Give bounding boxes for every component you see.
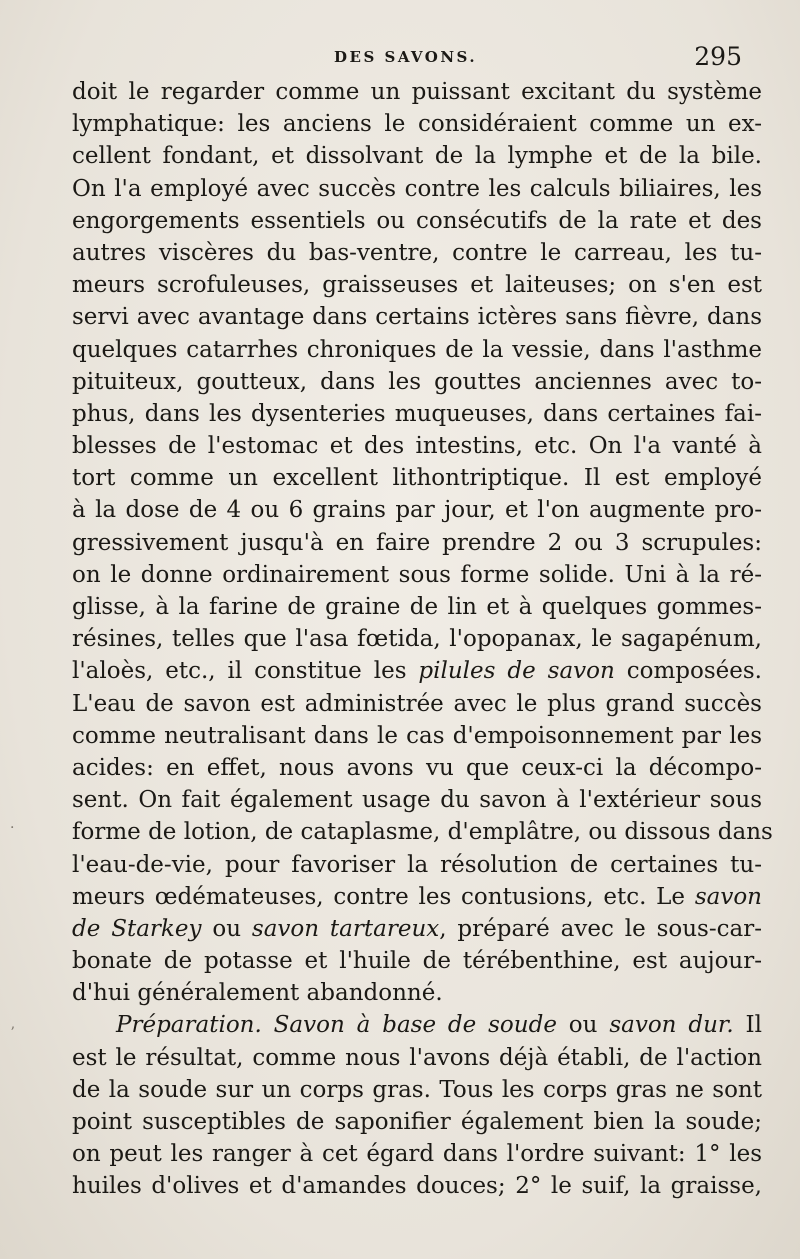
text-line [72, 752, 762, 784]
text-line [72, 1042, 762, 1074]
text-line [72, 269, 762, 301]
text-line [72, 301, 762, 333]
text-line [72, 1009, 762, 1041]
italic-text: de Starkey [72, 915, 202, 942]
text-segment: sent. On fait également usage du savon à l'extérieur sous [72, 787, 762, 814]
text-segment: On l'a employé avec succès contre les calculs biliaires, les [72, 175, 762, 202]
text-segment: bonate de potasse et l'huile de térébenthine, est aujour- [72, 948, 762, 975]
text-segment: pituiteux, goutteux, dans les gouttes anciennes avec to- [72, 368, 762, 395]
text-line [72, 1074, 762, 1106]
text-line [72, 655, 762, 687]
text-segment: meurs œdémateuses, contre les contusions, etc. Le [72, 883, 695, 910]
text-segment: huiles d'olives et d'amandes douces; 2° le suif, la graisse, [72, 1173, 762, 1200]
text-segment: doit le regarder comme un puissant excitant du système [72, 79, 762, 105]
text-line [72, 1106, 762, 1138]
text-segment: l'eau-de-vie, pour favoriser la résolution de certaines tu- [72, 851, 762, 878]
italic-text: savon tartareux [251, 915, 440, 942]
page-header [0, 44, 800, 74]
text-line [72, 237, 762, 269]
text-segment: composées. [614, 658, 762, 685]
body-text [72, 76, 773, 1203]
text-line [72, 430, 762, 462]
text-segment: engorgements essentiels ou consécutifs de la rate et des [72, 207, 762, 234]
text-line [72, 816, 773, 848]
text-line [72, 494, 762, 526]
text-line [72, 913, 762, 945]
text-line [72, 173, 762, 205]
text-line [72, 623, 762, 655]
text-line [72, 591, 762, 623]
text-line [72, 1138, 762, 1170]
margin-mark-icon: · [10, 820, 15, 836]
text-segment: d'hui généralement abandonné. [72, 980, 443, 1007]
text-segment: acides: en effet, nous avons vu que ceux-ci la décompo- [72, 754, 762, 781]
text-line [72, 76, 762, 108]
text-segment: on peut les ranger à cet égard dans l'ordre suivant: 1° les [72, 1141, 762, 1168]
text-line [72, 849, 762, 881]
text-segment: autres viscères du bas-ventre, contre le carreau, les tu- [72, 239, 762, 266]
text-line [72, 720, 762, 752]
text-line [72, 527, 762, 559]
text-segment: servi avec avantage dans certains ictères sans fièvre, dans [72, 304, 762, 331]
text-segment: blesses de l'estomac et des intestins, etc. On l'a vanté à [72, 433, 762, 460]
text-segment: meurs scrofuleuses, graisseuses et laiteuses; on s'en est [72, 272, 762, 299]
margin-mark-icon: ʼ [10, 1025, 15, 1041]
text-segment: résines, telles que l'asa fœtida, l'opopanax, le sagapénum, [72, 626, 762, 653]
text-line [72, 945, 762, 977]
text-line [72, 366, 762, 398]
text-segment: cellent fondant, et dissolvant de la lymphe et de la bile. [72, 143, 762, 170]
text-segment: ou [556, 1012, 610, 1039]
text-line [72, 108, 762, 140]
page-number: 295 [694, 42, 742, 71]
text-segment: l'aloès, etc., il constitue les [72, 658, 419, 685]
text-segment: est le résultat, comme nous l'avons déjà établi, de l'action [72, 1044, 762, 1071]
text-segment: forme de lotion, de cataplasme, d'emplâtre, ou dissous dans [72, 819, 773, 846]
text-segment: on le donne ordinairement sous forme solide. Uni à la ré- [72, 561, 762, 588]
text-segment: lymphatique: les anciens le considéraient comme un ex- [72, 111, 762, 138]
text-line [72, 1170, 762, 1202]
text-line [72, 140, 762, 172]
text-line [72, 398, 762, 430]
text-segment: comme neutralisant dans le cas d'empoisonnement par les [72, 722, 762, 749]
text-line [72, 784, 762, 816]
italic-text: savon [694, 883, 762, 910]
text-segment: point susceptibles de saponifier également bien la soude; [72, 1109, 762, 1135]
italic-text: savon dur. [609, 1012, 734, 1039]
text-line [72, 462, 762, 494]
text-segment: L'eau de savon est administrée avec le plus grand succès [72, 690, 762, 717]
text-line [72, 334, 762, 366]
running-head: DES SAVONS. [334, 48, 478, 66]
text-segment: quelques catarrhes chroniques de la vessie, dans l'asthme [72, 336, 762, 363]
text-segment: gressivement jusqu'à en faire prendre 2 ou 3 scrupules: [72, 529, 762, 556]
text-line [72, 559, 762, 591]
italic-text: Préparation. Savon à base de soude [116, 1012, 557, 1039]
text-segment: tort comme un excellent lithontriptique. Il est employé [72, 465, 762, 492]
text-line [72, 977, 762, 1009]
text-segment: de la soude sur un corps gras. Tous les corps gras ne sont [72, 1076, 762, 1103]
text-segment: , préparé avec le sous-car- [439, 915, 762, 942]
italic-text: pilules de savon [418, 658, 615, 685]
text-line [72, 205, 762, 237]
text-segment: ou [201, 915, 252, 942]
text-segment: glisse, à la farine de graine de lin et à quelques gommes- [72, 594, 762, 620]
text-segment: Il [733, 1012, 762, 1039]
text-line [72, 881, 762, 913]
text-segment: à la dose de 4 ou 6 grains par jour, et l'on augmente pro- [72, 497, 762, 524]
text-segment: phus, dans les dysenteries muqueuses, dans certaines fai- [72, 400, 762, 427]
text-line [72, 688, 762, 720]
